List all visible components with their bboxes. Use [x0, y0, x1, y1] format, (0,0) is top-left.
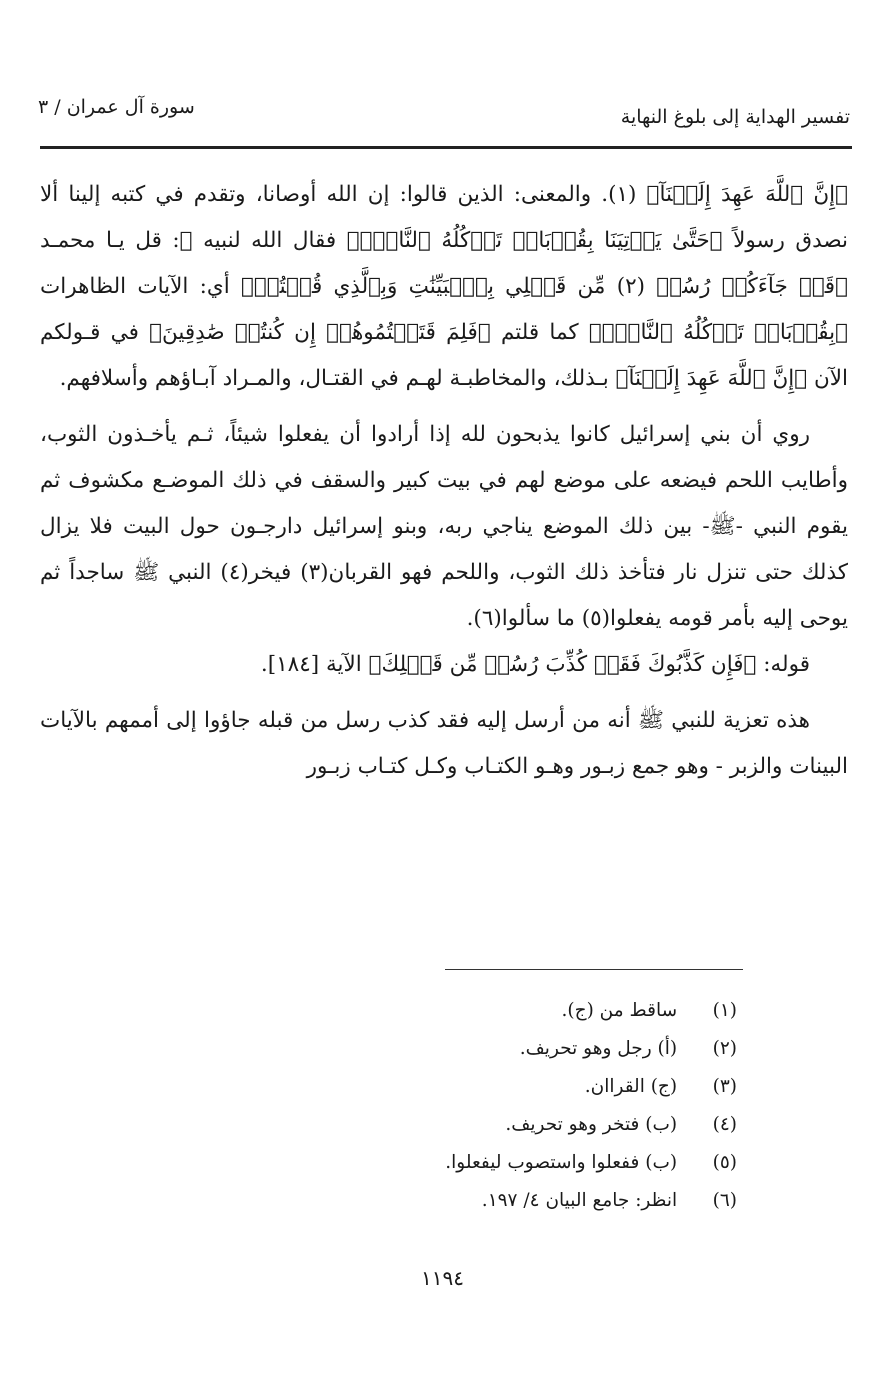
- header-divider: [40, 146, 852, 149]
- paragraph-3: هذه تعزية للنبي ﷺ أنه من أرسل إليه فقد كذب رسل من قبله جاؤوا إلى أممهم بالآيات البينات والزبر - وهو جمع زبـور وهـو الكتـاب وكـل كتـاب زبـور: [40, 708, 848, 779]
- footnote-text: (أ) رجل وهو تحريف.: [519, 1038, 678, 1059]
- footnote-number: (٦): [712, 1190, 737, 1211]
- footnote-number: (١): [712, 1000, 737, 1021]
- footnote-text: (ب) فتخر وهو تحريف.: [505, 1114, 678, 1135]
- running-header: [38, 92, 850, 142]
- footnote-text: انظر: جامع البيان ٤/ ١٩٧.: [481, 1190, 678, 1211]
- footnote-text: ساقط من (ج).: [561, 1000, 678, 1021]
- book-title: تفسير الهداية إلى بلوغ النهاية: [620, 106, 850, 128]
- footnote-number: (٥): [712, 1152, 737, 1173]
- paragraph-2: روي أن بني إسرائيل كانوا يذبحون لله إذا أرادوا أن يفعلوا شيئاً، ثـم يأخـذون الثوب، وأطايب اللحم فيضعه على موضع لهم في بيت كبير والسقف في ذلك الموضـع مكشوف ثم يقوم النبي -ﷺ- بين ذلك الموضع يناجي ربه، وبنو إسرائيل دارجـون حول البيت فلا يزال كذلك حتى تنزل نار فتأخذ ذلك الثوب، واللحم فهو القربان(٣) فيخر(٤) النبي ﷺ ساجداً ثم يوحى إليه بأمر قومه يفعلوا(٥) ما سألوا(٦).: [40, 422, 849, 631]
- footnote-item: [237, 1106, 737, 1144]
- footnote-number: (٣): [712, 1076, 737, 1097]
- main-text: [40, 172, 848, 790]
- footnote-divider: [445, 969, 743, 970]
- footnote-text: (ب) ففعلوا واستصوب ليفعلوا.: [445, 1152, 678, 1173]
- footnote-number: (٤): [712, 1114, 737, 1135]
- footnote-item: [237, 1144, 737, 1182]
- page-number: ١١٩٤: [421, 1266, 464, 1290]
- footnote-number: (٢): [712, 1038, 737, 1059]
- footnotes: [237, 992, 737, 1220]
- footnote-item: [237, 1068, 737, 1106]
- footnote-item: [237, 1030, 737, 1068]
- paragraph-1: ﴿إِنَّ ٱللَّهَ عَهِدَ إِلَيۡنَآ﴾ (١). والمعنى: الذين قالوا: إن الله أوصانا، وتقدم في كتبه إلينا ألا نصدق رسولاً ﴿حَتَّىٰ يَأۡتِيَنَا بِقُرۡبَانٖ تَأۡكُلُهُ ٱلنَّارُۗ﴾ فقال الله لنبيه ﷺ: قل يـا محمـد ﴿قَدۡ جَآءَكُمۡ رُسُلٞ (٢) مِّن قَبۡلِي بِٱلۡبَيِّنَٰتِ وَبِٱلَّذِي قُلۡتُمۡ﴾ أي: الآيات الظاهرات ﴿بِقُرۡبَانٖ تَأۡكُلُهُ ٱلنَّارُۗ﴾ كما قلتم ﴿فَلِمَ قَتَلۡتُمُوهُمۡ إِن كُنتُمۡ صَٰدِقِينَ﴾ في قـولكم الآن ﴿إِنَّ ٱللَّهَ عَهِدَ إِلَيۡنَآ﴾ بـذلك، والمخاطبـة لهـم في القتـال، والمـراد آبـاؤهم وأسلافهم.: [40, 182, 848, 391]
- footnote-item: [237, 1182, 737, 1220]
- footnote-item: [237, 992, 737, 1030]
- verse-heading: قوله: ﴿فَإِن كَذَّبُوكَ فَقَدۡ كُذِّبَ رُسُلٞ مِّن قَبۡلِكَ﴾ الآية [١٨٤].: [260, 652, 810, 677]
- footnote-text: (ج) القراان.: [584, 1076, 678, 1097]
- surah-label: سورة آل عمران / ٣: [38, 96, 195, 118]
